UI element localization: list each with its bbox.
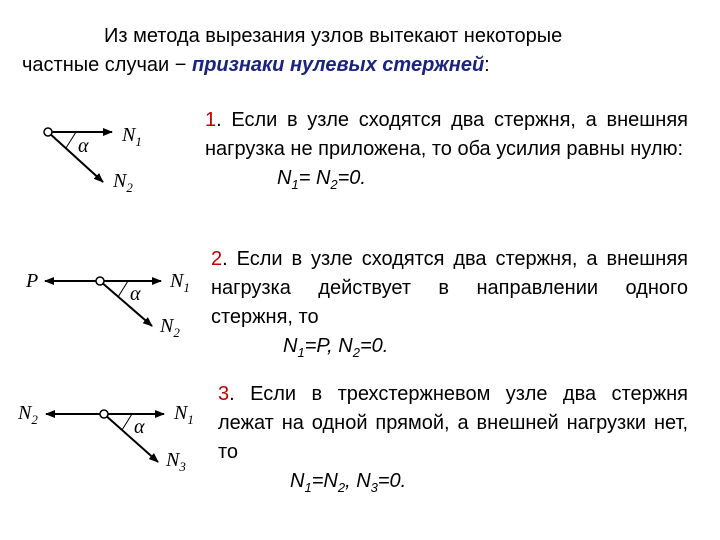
case-2-number: 2 — [211, 248, 223, 270]
case-2-statement: . Если в узле сходятся два стержня, а внешняя нагрузка действует в направлении одного стержня, то — [211, 248, 688, 328]
intro-line-1: Из метода вырезания узлов вытекают некоторые — [104, 25, 563, 47]
force-label-n3: $N_3$ — [166, 449, 186, 474]
angle-label: α — [134, 416, 145, 438]
intro-line-2-prefix: частные случаи − — [22, 54, 192, 76]
force-label-n2: $N_2$ — [18, 402, 38, 427]
case-3-number: 3 — [218, 383, 230, 405]
case-1-number: 1 — [205, 109, 217, 131]
case-1-statement: . Если в узле сходятся два стержня, а внешняя нагрузка не приложена, то оба усилия равны нулю: — [205, 109, 688, 160]
case-1-text — [205, 106, 688, 199]
angle-label: α — [78, 135, 89, 157]
zero-bar-signs-heading: признаки нулевых стержней — [191, 54, 485, 76]
intro-line-2-suffix: : — [484, 54, 490, 76]
force-label-n2: $N_2$ — [113, 170, 133, 195]
case-3-formula: $N_1=N_2$, $N_3=0$. — [290, 470, 407, 495]
force-label-n1: $N_1$ — [122, 124, 142, 149]
angle-mark — [118, 281, 128, 297]
angle-label: α — [130, 283, 141, 305]
case-1-formula: $N_1= N_2=0$. — [277, 167, 366, 192]
diagram-case-2 — [25, 270, 190, 340]
force-label-n2: $N_2$ — [160, 315, 180, 340]
case-3-text — [218, 380, 688, 502]
bar-n3-arrow — [104, 414, 158, 462]
case-2-formula: $N_1=P$, $N_2=0$. — [283, 335, 389, 360]
node-circle — [44, 128, 52, 136]
case-2-text — [211, 245, 688, 367]
angle-mark — [66, 132, 76, 148]
bar-n2-arrow — [48, 132, 103, 182]
node-circle — [100, 410, 108, 418]
case-3-statement: . Если в трехстержневом узле два стержня лежат на одной прямой, а внешней нагрузки нет, то — [218, 383, 688, 463]
angle-mark — [122, 414, 132, 430]
force-label-n1: $N_1$ — [170, 270, 190, 295]
diagram-case-3 — [17, 402, 194, 474]
force-label-n1: $N_1$ — [174, 402, 194, 427]
load-label-p: P — [26, 270, 39, 292]
bar-n2-arrow — [100, 281, 152, 326]
node-circle — [96, 277, 104, 285]
diagram-case-1 — [44, 124, 142, 195]
